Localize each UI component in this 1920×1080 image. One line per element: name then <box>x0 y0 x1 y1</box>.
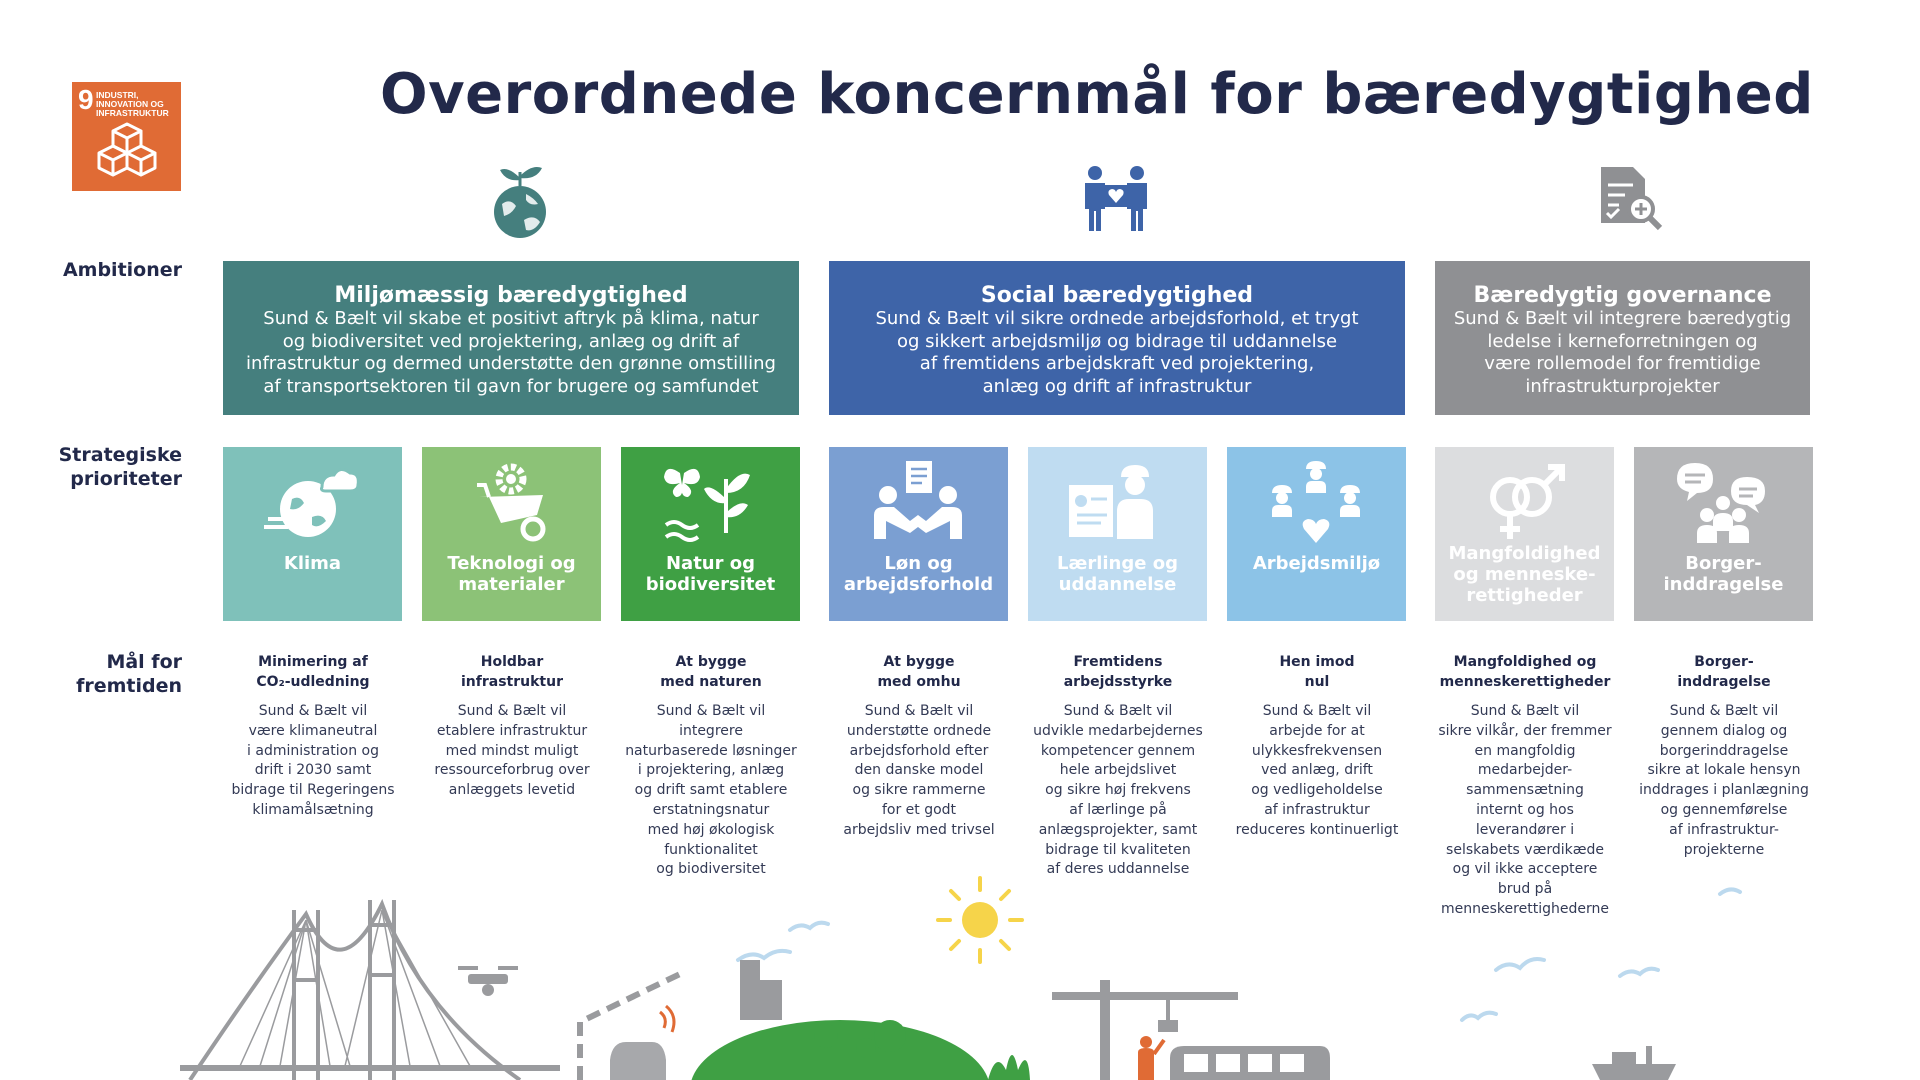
goal-column <box>611 652 811 880</box>
goal-description: Sund & Bælt vil arbejde for at ulykkesfrekvensen ved anlæg, drift og vedligeholdelse af infrastruktur reduceres kontinuerligt <box>1235 703 1399 838</box>
row-label-strategic: Strategiske prioriteter <box>58 444 182 490</box>
goal-column <box>412 652 612 801</box>
priority-tile-mangfoldighed <box>1435 447 1614 621</box>
handshake-contract-icon <box>868 459 968 549</box>
goal-heading: Fremtidens arbejdsstyrke <box>1063 654 1173 690</box>
globe-plant-icon <box>490 164 550 240</box>
hill-with-trees <box>690 960 1030 1080</box>
row-label-ambitions: Ambitioner <box>62 259 182 281</box>
goal-description: Sund & Bælt vil være klimaneutral i administration og drift i 2030 samt bidrage til Regeringens klimamålsætning <box>231 703 395 818</box>
priority-label: Lærlinge og uddannelse <box>1057 553 1178 595</box>
goal-heading: At bygge med naturen <box>660 654 762 690</box>
priority-tile-klima: Klima <box>223 447 402 621</box>
people-heart-icon <box>1083 165 1149 231</box>
goal-heading: Holdbar infrastruktur <box>461 654 563 690</box>
page-title: Overordnede koncernmål for bæredygtighed <box>380 62 1814 127</box>
sdg-label: INDUSTRI, INNOVATION OG INFRASTRUKTUR <box>96 90 169 118</box>
goal-column <box>1217 652 1417 841</box>
goal-heading: Minimering af CO₂-udledning <box>256 654 370 690</box>
goal-description: Sund & Bælt vil gennem dialog og borgerinddragelse sikre at lokale hensyn inddrages i planlægning og gennemførelse af infrastruktur- projekterne <box>1639 703 1809 858</box>
goal-heading: Mangfoldighed og menneskerettigheder <box>1439 654 1611 690</box>
goal-description: Sund & Bælt vil understøtte ordnede arbejdsforhold efter den danske model og sikre rammerne for et godt arbejdsliv med trivsel <box>843 703 995 838</box>
priority-tile-laerlinge <box>1028 447 1207 621</box>
priority-tile-arbejdsmiljoe: Arbejdsmiljø <box>1227 447 1406 621</box>
goal-column <box>1624 652 1824 860</box>
priority-tile-teknologi <box>422 447 601 621</box>
goal-column <box>1018 652 1218 880</box>
goal-column <box>213 652 413 821</box>
speech-group-icon <box>1673 459 1773 549</box>
globe-cloud-icon <box>262 459 362 549</box>
bridge-icon <box>180 900 560 1080</box>
car-station-icon <box>580 974 680 1080</box>
priority-tile-borgerinddragelse <box>1634 447 1813 621</box>
priority-label: Natur og biodiversitet <box>645 553 776 595</box>
ambition-title: Social bæredygtighed <box>980 283 1254 308</box>
document-search-icon <box>1597 165 1663 231</box>
ship-icon <box>1592 1046 1676 1080</box>
workers-heart-icon <box>1266 459 1366 549</box>
sdg-badge <box>72 82 181 191</box>
priority-label: Løn og arbejdsforhold <box>843 553 994 595</box>
birds-icon <box>738 889 1740 1020</box>
priority-label: Borger- inddragelse <box>1663 553 1784 595</box>
sdg-number: 9 <box>78 84 94 115</box>
priority-tile-natur <box>621 447 800 621</box>
gear-wheelbarrow-icon <box>461 459 561 549</box>
goal-description: Sund & Bælt vil sikre vilkår, der fremmer en mangfoldig medarbejder- sammensætning internt og hos leverandører i selskabets værdikæde og vil ikke acceptere brud på menneskerettighederne <box>1438 703 1612 917</box>
ambition-title: Bæredygtig governance <box>1473 283 1772 308</box>
row-label-goals: Mål for fremtiden <box>76 651 182 697</box>
goal-description: Sund & Bælt vil etablere infrastruktur med mindst muligt ressourceforbrug over anlæggets levetid <box>434 703 590 799</box>
goal-heading: Borger- inddragelse <box>1677 654 1771 690</box>
goal-description: Sund & Bælt vil udvikle medarbejdernes kompetencer gennem hele arbejdslivet og sikre høj frekvens af lærlinge på anlægsprojekter, samt bidrage til kvaliteten af deres uddannelse <box>1033 703 1203 878</box>
butterfly-plant-icon <box>660 459 760 549</box>
infrastructure-landscape-illustration <box>0 870 1920 1080</box>
goal-description: Sund & Bælt vil integrere naturbaserede løsninger i projektering, anlæg og drift samt etablere erstatningsnatur med høj økologisk funktionalitet og biodiversitet <box>625 703 797 878</box>
ambition-title: Miljømæssig bæredygtighed <box>334 283 688 308</box>
gender-symbols-icon <box>1474 459 1574 549</box>
goal-column <box>819 652 1019 841</box>
ambition-governance: Bæredygtig governance Sund & Bælt vil integrere bæredygtig ledelse i kerneforretningen og være rollemodel for fremtidige infrastrukturprojekter <box>1435 261 1810 415</box>
priority-label: Teknologi og materialer <box>447 553 576 595</box>
cubes-icon <box>97 120 157 180</box>
certificate-worker-icon <box>1067 459 1167 549</box>
drone-icon <box>458 968 518 996</box>
worker-icon <box>1138 1036 1164 1080</box>
ambition-environmental: Miljømæssig bæredygtighed Sund & Bælt vil skabe et positivt aftryk på klima, natur og biodiversitet ved projektering, anlæg og drift af infrastruktur og dermed understøtte den grønne omstilling af transportsektoren til gavn for brugere og samfundet <box>223 261 799 415</box>
goal-heading: At bygge med omhu <box>877 654 961 690</box>
train-icon <box>1170 1046 1330 1080</box>
bridge-cables <box>240 910 470 1066</box>
ambition-social: Social bæredygtighed Sund & Bælt vil sikre ordnede arbejdsforhold, et trygt og sikkert arbejdsmiljø og bidrage til uddannelse af fremtidens arbejdskraft ved projektering, anlæg og drift af infrastruktur <box>829 261 1405 415</box>
goal-heading: Hen imod nul <box>1279 654 1355 690</box>
priority-tile-loen <box>829 447 1008 621</box>
priority-label: Mangfoldighed og menneske- rettigheder <box>1448 543 1601 606</box>
sun-icon <box>938 878 1022 962</box>
